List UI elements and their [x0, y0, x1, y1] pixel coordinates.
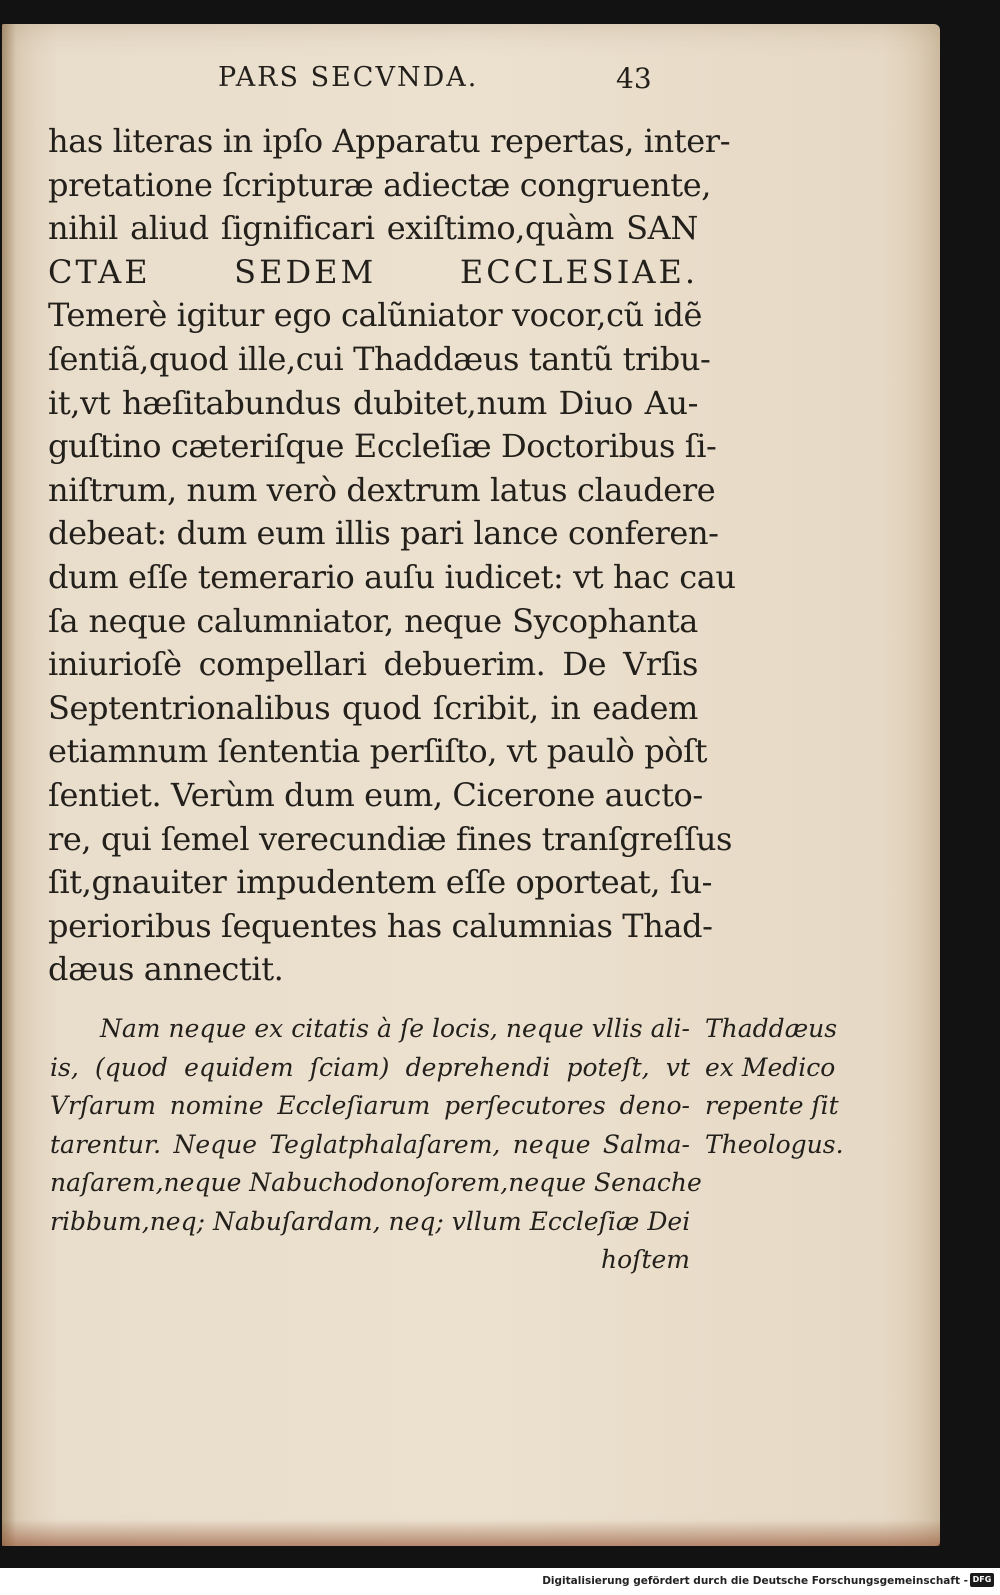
- text-line: ſentiet. Verùm dum eum, Cicerone aucto-: [48, 775, 703, 814]
- text-line: Temerè igitur ego calũniator vocor,cũ idẽ: [48, 296, 703, 335]
- text-line: nihil aliud ſignificari exiſtimo,quàm SAN: [48, 209, 698, 248]
- quote-line: Nam neque ex citatis à ſe locis, neque vllis ali-: [100, 1014, 690, 1043]
- text-line: it,vt hæſitabundus dubitet,num Diuo Au-: [48, 383, 698, 422]
- text-line: re, qui ſemel verecundiæ fines tranſgreſſus: [48, 819, 733, 858]
- text-line: CTAE SEDEM ECCLESIAE.: [48, 252, 698, 291]
- digitization-footer: [0, 1568, 1000, 1595]
- marginal-note: [705, 1010, 905, 1164]
- running-header: [218, 62, 818, 102]
- text-line: perioribus ſequentes has calumnias Thad-: [48, 906, 713, 945]
- quote-line: is, (quod equidem ſciam) deprehendi poteſt, vt: [50, 1052, 690, 1082]
- funding-credit: Digitalisierung gefördert durch die Deutsche Forschungsgemeinschaft -: [542, 1575, 968, 1587]
- text-line: dum eſſe temerario auſu iudicet: vt hac cau: [48, 557, 736, 596]
- main-text-block: [48, 120, 736, 992]
- text-line: has literas in ipſo Apparatu repertas, inter-: [48, 122, 731, 160]
- text-line: guſtino cæteriſque Eccleſiæ Doctoribus ſi-: [48, 427, 717, 466]
- text-line: niſtrum, num verò dextrum latus claudere: [48, 470, 716, 509]
- quote-line: naſarem,neque Nabuchodonoſorem,neque Senache: [50, 1168, 702, 1197]
- text-line: Septentrionalibus quod ſcribit, in eadem: [48, 688, 698, 727]
- quote-line: ribbum,neq; Nabuſardam, neq; vllum Eccleſiæ Dei: [50, 1206, 691, 1236]
- text-line: dæus annectit.: [48, 950, 284, 989]
- text-line: debeat: dum eum illis pari lance conferen-: [48, 514, 719, 553]
- quoted-passage: [50, 1010, 702, 1280]
- text-line: ſa neque calumniator, neque Sycophanta: [48, 601, 698, 640]
- margin-note-line: repente ſit: [705, 1091, 839, 1120]
- text-line: etiamnum ſententia perſiſto, vt paulò pòſt: [48, 732, 708, 771]
- text-line: ſit,gnauiter impudentem eſſe oporteat, ſu-: [48, 863, 712, 902]
- text-line: pretatione ſcripturæ adiectæ congruente,: [48, 165, 712, 204]
- margin-note-line: Thaddæus: [705, 1014, 838, 1043]
- page-binding-shadow: [2, 24, 16, 1546]
- dfg-logo-icon: DFG: [970, 1573, 994, 1587]
- page-number: 43: [616, 62, 652, 95]
- running-title: PARS SECVNDA.: [218, 62, 479, 93]
- catchword: hoſtem: [601, 1245, 690, 1274]
- margin-note-line: ex Medico: [705, 1052, 836, 1082]
- quote-line: tarentur. Neque Teglatphalaſarem, neque Salma-: [50, 1129, 690, 1159]
- quote-line: Vrſarum nomine Eccleſiarum perſecutores deno-: [50, 1091, 690, 1120]
- margin-note-line: Theologus.: [705, 1129, 844, 1159]
- text-line: iniurioſè compellari debuerim. De Vrſis: [48, 645, 698, 684]
- page-bottom-edge: [2, 1520, 940, 1546]
- text-line: ſentiã,quod ille,cui Thaddæus tantũ tribu-: [48, 339, 711, 378]
